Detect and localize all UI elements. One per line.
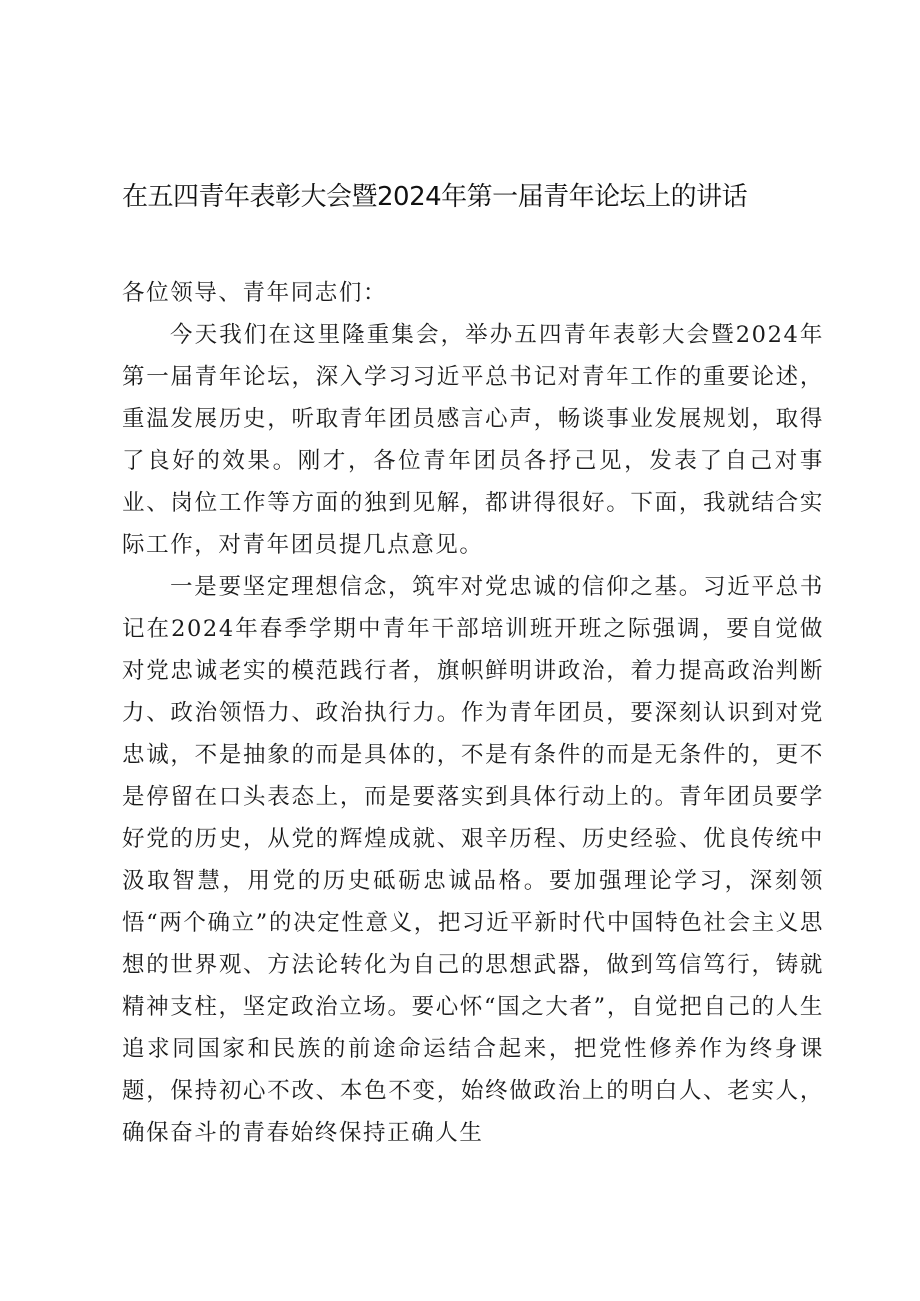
document-body xyxy=(122,272,824,1154)
paragraph-point-one: 一是要坚定理想信念，筑牢对党忠诚的信仰之基。习近平总书记在2024年春季学期中青年干部培训班开班之际强调，要自觉做对党忠诚老实的模范践行者，旗帜鲜明讲政治，着力提高政治判断力、政治领悟力、政治执行力。作为青年团员，要深刻认识到对党忠诚，不是抽象的而是具体的，不是有条件的而是无条件的，更不是停留在口头表态上，而是要落实到具体行动上的。青年团员要学好党的历史，从党的辉煌成就、艰辛历程、历史经验、优良传统中汲取智慧，用党的历史砥砺忠诚品格。要加强理论学习，深刻领悟“两个确立”的决定性意义，把习近平新时代中国特色社会主义思想的世界观、方法论转化为自己的思想武器，做到笃信笃行，铸就精神支柱，坚定政治立场。要心怀“国之大者”，自觉把自己的人生追求同国家和民族的前途命运结合起来，把党性修养作为终身课题，保持初心不改、本色不变，始终做政治上的明白人、老实人，确保奋斗的青春始终保持正确人生 xyxy=(122,574,824,1146)
paragraph-opening: 今天我们在这里隆重集会，举办五四青年表彰大会暨2024年第一届青年论坛，深入学习习近平总书记对青年工作的重要论述，重温发展历史，听取青年团员感言心声，畅谈事业发展规划，取得了良好的效果。刚才，各位青年团员各抒己见，发表了自己对事业、岗位工作等方面的独到见解，都讲得很好。下面，我就结合实际工作，对青年团员提几点意见。 xyxy=(122,322,824,558)
salutation: 各位领导、青年同志们： xyxy=(122,280,388,306)
document-title: 在五四青年表彰大会暨2024年第一届青年论坛上的讲话 xyxy=(122,182,748,212)
